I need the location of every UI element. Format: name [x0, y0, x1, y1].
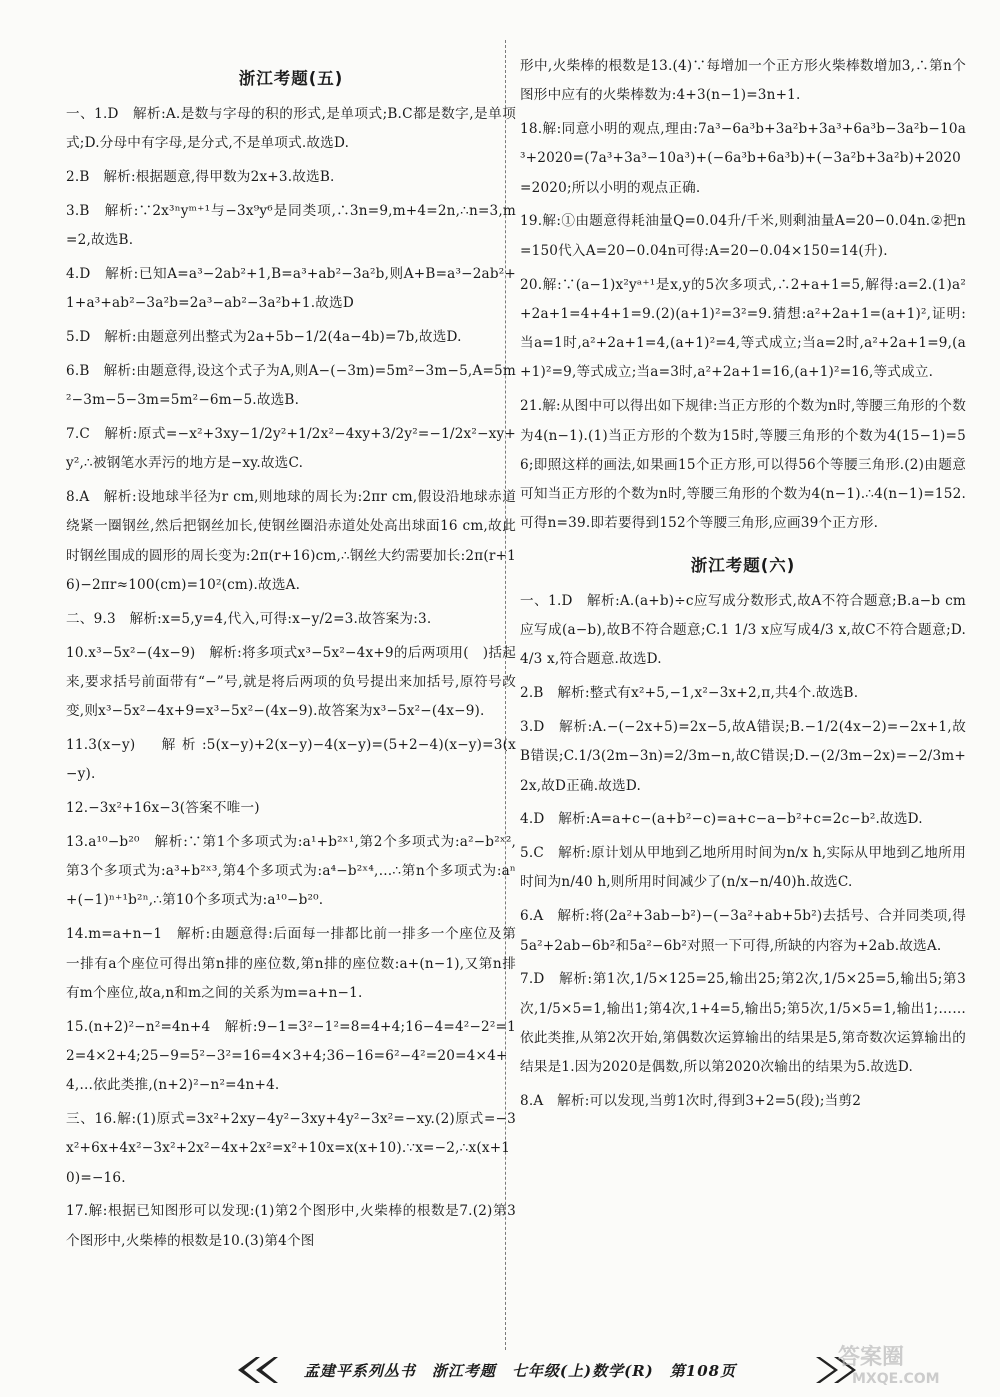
left-column — [66, 52, 516, 1260]
answer-item: 10.x³−5x²−(4x−9) 解析:将多项式x³−5x²−4x+9的后两项用( )括起来,要求括号前面带有“−”号,就是将后两项的负号提出来加括号,原符号改变,则x³−5x²−4x+9=x³−5x²−(4x−9).故答案为x³−5x²−(4x−9). — [66, 644, 516, 720]
section-title-5: 浙江考题(五) — [238, 69, 344, 88]
answer-item: 5.C 解析:原计划从甲地到乙地所用时间为n/x h,实际从甲地到乙地所用时间为n/40 h,则所用时间减少了(n/x−n/40)h.故选C. — [520, 845, 966, 891]
answer-item: 18.解:同意小明的观点,理由:7a³−6a³b+3a²b+3a³+6a³b−3a²b−10a³+2020=(7a³+3a³−10a³)+(−6a³b+6a³b)+(−3a²b+3a²b)+2020=2020;所以小明的观点正确. — [520, 121, 966, 196]
answer-item: 7.D 解析:第1次,1/5×125=25,输出25;第2次,1/5×25=5,输出5;第3次,1/5×5=1,输出1;第4次,1+4=5,输出5;第5次,1/5×5=1,输出1;……依此类推,从第2次开始,第偶数次运算输出的结果是5,第奇数次运算输出的结果是1.因为2020是偶数,所以第2020次输出的结果为5.故选D. — [520, 971, 966, 1076]
answer-item: 7.C 解析:原式=−x²+3xy−1/2y²+1/2x²−4xy+3/2y²=−1/2x²−xy+y²,∴被钢笔水弄污的地方是−xy.故选C. — [66, 425, 516, 472]
answer-item: 12.−3x²+16x−3(答案不唯一) — [66, 800, 260, 817]
footer-text: 孟建平系列丛书 浙江考题 七年级(上)数学(R) 第108页 — [303, 1362, 737, 1380]
answer-item: 8.A 解析:可以发现,当剪1次时,得到3+2=5(段);当剪2 — [520, 1093, 862, 1109]
answer-item: 6.B 解析:由题意得,设这个式子为A,则A−(−3m)=5m²−3m−5,A=5m²−3m−5−3m=5m²−6m−5.故选B. — [66, 362, 516, 409]
answer-item: 5.D 解析:由题意列出整式为2a+5b−1/2(4a−4b)=7b,故选D. — [66, 329, 462, 346]
answer-item: 11.3(x−y) 解析:5(x−y)+2(x−y)−4(x−y)=(5+2−4)(x−y)=3(x−y). — [66, 736, 516, 783]
answer-item: 2.B 解析:整式有x²+5,−1,x²−3x+2,π,共4个.故选B. — [520, 685, 859, 702]
answer-item: 3.B 解析:∵2x³ⁿyᵐ⁺¹与−3x⁹y⁶是同类项,∴3n=9,m+4=2n,∴n=3,m=2,故选B. — [66, 202, 516, 249]
watermark-logo — [832, 1340, 982, 1388]
answer-item: 4.D 解析:已知A=a³−2ab²+1,B=a³+ab²−3a²b,则A+B=a³−2ab²+1+a³+ab²−3a²b=2a³−ab²−3a²b+1.故选D — [66, 265, 516, 312]
answer-item: 19.解:①由题意得耗油量Q=0.04升/千米,则剩油量A=20−0.04n.②把n=150代入A=20−0.04n可得:A=20−0.04×150=14(升). — [520, 213, 966, 259]
answer-item: 三、16.解:(1)原式=3x²+2xy−4y²−3xy+4y²−3x²=−xy.(2)原式=−3x²+6x+4x²−3x²+2x²−4x+2x²=x²+10x=x(x+10).∵x=−2,∴x(x+10)=−16. — [66, 1111, 516, 1186]
answer-item: 一、1.D 解析:A.(a+b)÷c应写成分数形式,故A不符合题意;B.a−b cm应写成(a−b),故B不符合题意;C.1 1/3 x应写成4/3 x,故C不符合题意;D.4/3 x,符合题意.故选D. — [520, 592, 966, 668]
answer-item: 17.解:根据已知图形可以发现:(1)第2个图形中,火柴棒的根数是7.(2)第3个图形中,火柴棒的根数是10.(3)第4个图 — [66, 1203, 516, 1249]
answer-item: 14.m=a+n−1 解析:由题意得:后面每一排都比前一排多一个座位及第一排有a个座位可得出第n排的座位数,第n排的座位数:a+(n−1),又第n排有m个座位,故a,n和m之间的关系为m=a+n−1. — [66, 926, 516, 1001]
answer-item: 8.A 解析:设地球半径为r cm,则地球的周长为:2πr cm,假设沿地球赤道绕紧一圈钢丝,然后把钢丝加长,使钢丝圈沿赤道处处高出球面16 cm,故此时钢丝围成的圆形的周长变为:2π(r+16)cm,∴钢丝大约需要加长:2π(r+16)−2πr≈100(cm)=10²(cm).故选A. — [66, 489, 516, 593]
answer-item: 一、1.D 解析:A.是数与字母的积的形式,是单项式;B.C都是数字,是单项式;D.分母中有字母,是分式,不是单项式.故选D. — [66, 106, 516, 152]
svg-text:答案圈: 答案圈 — [838, 1345, 905, 1370]
answer-item: 13.a¹⁰−b²⁰ 解析:∵第1个多项式为:a¹+b²ˣ¹,第2个多项式为:a²−b²ˣ²,第3个多项式为:a³+b²ˣ³,第4个多项式为:a⁴−b²ˣ⁴,…∴第n个多项式为:aⁿ+(−1)ⁿ⁺¹b²ⁿ,∴第10个多项式为:a¹⁰−b²⁰. — [66, 833, 516, 909]
answer-item: 15.(n+2)²−n²=4n+4 解析:9−1=3²−1²=8=4+4;16−4=4²−2²=12=4×2+4;25−9=5²−3²=16=4×3+4;36−16=6²−4²=20=4×4+4,…依此类推,(n+2)²−n²=4n+4. — [66, 1018, 516, 1094]
answer-item: 形中,火柴棒的根数是13.(4)∵每增加一个正方形火柴棒数增加3,∴第n个图形中应有的火柴棒数为:4+3(n−1)=3n+1. — [520, 58, 966, 104]
answer-item: 4.D 解析:A=a+c−(a+b²−c)=a+c−a−b²+c=2c−b².故选D. — [520, 811, 923, 828]
answer-item: 21.解:从图中可以得出如下规律:当正方形的个数为n时,等腰三角形的个数为4(n−1).(1)当正方形的个数为15时,等腰三角形的个数为4(15−1)=56;即照这样的画法,如果画15个正方形,可以得56个等腰三角形.(2)由题意可知当正方形的个数为n时,等腰三角形的个数为4(n−1).∴4(n−1)=152.可得n=39.即若要得到152个等腰三角形,应画39个正方形. — [520, 398, 966, 532]
answer-item: 2.B 解析:根据题意,得甲数为2x+3.故选B. — [66, 169, 335, 186]
answer-item: 6.A 解析:将(2a²+3ab−b²)−(−3a²+ab+5b²)去括号、合并同类项,得5a²+2ab−6b²和5a²−6b²对照一下可得,所缺的内容为+2ab.故选A. — [520, 908, 966, 954]
svg-text:MXQE.COM: MXQE.COM — [852, 1371, 940, 1387]
answer-item: 3.D 解析:A.−(−2x+5)=2x−5,故A错误;B.−1/2(4x−2)=−2x+1,故B错误;C.1/3(2m−3n)=2/3m−n,故C错误;D.−(2/3m−2x)=−2/3m+2x,故D正确.故选D. — [520, 718, 966, 794]
answer-item: 20.解:∵(a−1)x²yᵃ⁺¹是x,y的5次多项式,∴2+a+1=5,解得:a=2.(1)a²+2a+1=4+4+1=9.(2)(a+1)²=3²=9.猜想:a²+2a+1=(a+1)²,证明:当a=1时,a²+2a+1=4,(a+1)²=4,等式成立;当a=2时,a²+2a+1=9,(a+1)²=9,等式成立;当a=3时,a²+2a+1=16,(a+1)²=16,等式成立. — [520, 276, 966, 381]
answer-item: 二、9.3 解析:x=5,y=4,代入,可得:x−y/2=3.故答案为:3. — [66, 610, 432, 627]
section-title-6: 浙江考题(六) — [690, 555, 796, 575]
right-column — [520, 52, 966, 1121]
